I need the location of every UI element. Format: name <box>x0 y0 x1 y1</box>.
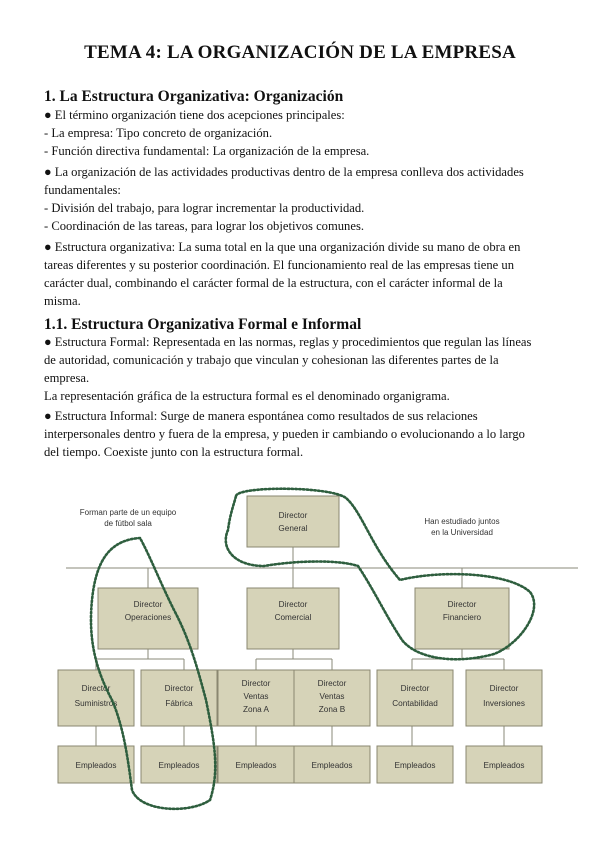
box-label: Zona A <box>243 705 269 714</box>
text-line: misma. <box>44 294 81 308</box>
box-label: Inversiones <box>483 699 525 708</box>
box-label: Director <box>81 684 111 693</box>
text-line: empresa. <box>44 371 90 385</box>
box-label: Empleados <box>158 761 200 770</box>
box-label: Ventas <box>319 692 345 701</box>
text-line: - Función directiva fundamental: La organización de la empresa. <box>44 144 370 158</box>
box-label: Suministros <box>74 699 118 708</box>
box-label: Director <box>241 679 271 688</box>
box-label: Zona B <box>318 705 346 714</box>
text-line: - División del trabajo, para lograr incrementar la productividad. <box>44 201 365 215</box>
annotation-left-line-2: de fútbol sala <box>104 519 152 528</box>
box-label: Empleados <box>235 761 277 770</box>
text-line: ● La organización de las actividades productivas dentro de la empresa conlleva dos actividades <box>44 165 524 179</box>
box-label: Contabilidad <box>392 699 438 708</box>
box-label: Fábrica <box>165 699 193 708</box>
box-label: Financiero <box>442 613 482 622</box>
box-label: Director <box>278 511 308 520</box>
box-label: Director <box>164 684 194 693</box>
text-line: interpersonales dentro y fuera de la empresa, y pueden ir cambiando o evolucionando a lo largo <box>44 427 525 441</box>
text-line: de autoridad, comunicación y trabajo que vinculan y cohesionan las diferentes partes de la <box>44 353 499 367</box>
box-label: Ventas <box>243 692 269 701</box>
box-label: Director <box>317 679 347 688</box>
box-label: Director <box>400 684 430 693</box>
box-label: Comercial <box>274 613 312 622</box>
box-director-general <box>247 496 339 547</box>
text-line: ● Estructura Formal: Representada en las normas, reglas y procedimientos que regulan las líneas <box>44 335 532 349</box>
box-label: Director <box>278 600 308 609</box>
box-label: Empleados <box>311 761 353 770</box>
annotation-left-line-1: Forman parte de un equipo <box>79 508 177 517</box>
text-line: La representación gráfica de la estructura formal es el denominado organigrama. <box>44 389 450 403</box>
box-director-suministros <box>58 670 134 726</box>
text-line: ● Estructura Informal: Surge de manera espontánea como resultados de sus relaciones <box>44 409 478 423</box>
box-director-inversiones <box>466 670 542 726</box>
box-label: Director <box>447 600 477 609</box>
box-label: Director <box>133 600 163 609</box>
text-line: - Coordinación de las tareas, para lograr los objetivos comunes. <box>44 219 364 233</box>
section-2-heading: 1.1. Estructura Organizativa Formal e Informal <box>44 316 362 333</box>
box-label: Empleados <box>394 761 436 770</box>
section-1-heading: 1. La Estructura Organizativa: Organización <box>44 88 344 105</box>
box-label: Empleados <box>483 761 525 770</box>
text-line: tareas diferentes y su posterior coordinación. El funcionamiento real de las empresas tiene un <box>44 258 514 272</box>
annotation-right-line-2: en la Universidad <box>431 528 493 537</box>
text-line: del tiempo. Coexiste junto con la estructura formal. <box>44 445 304 459</box>
text-line: fundamentales: <box>44 183 121 197</box>
box-label: General <box>278 524 308 533</box>
box-director-contabilidad <box>377 670 453 726</box>
text-line: ● Estructura organizativa: La suma total en la que una organización divide su mano de obra en <box>44 240 521 254</box>
text-line: - La empresa: Tipo concreto de organización. <box>44 126 273 140</box>
annotation-right-line-1: Han estudiado juntos <box>424 517 500 526</box>
text-line: ● El término organización tiene dos acepciones principales: <box>44 108 345 122</box>
box-label: Director <box>489 684 519 693</box>
box-label: Operaciones <box>124 613 172 622</box>
box-label: Empleados <box>75 761 117 770</box>
text-line: carácter dual, combinando el carácter formal de la estructura, con el carácter informal de la <box>44 276 503 290</box>
page-title: TEMA 4: LA ORGANIZACIÓN DE LA EMPRESA <box>84 42 516 63</box>
